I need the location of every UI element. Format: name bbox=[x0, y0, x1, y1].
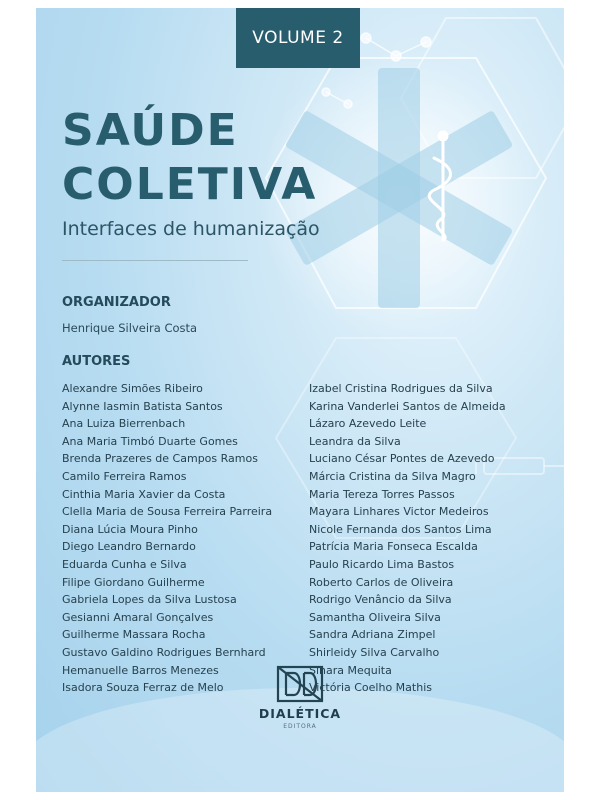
author-name: Alynne Iasmin Batista Santos bbox=[62, 399, 223, 413]
book-title bbox=[62, 104, 317, 212]
author-name: Brenda Prazeres de Campos Ramos bbox=[62, 452, 258, 466]
volume-badge: VOLUME 2 bbox=[236, 8, 360, 68]
author-name: Victória Coelho Mathis bbox=[309, 681, 432, 695]
organizer-name: Henrique Silveira Costa bbox=[62, 321, 198, 335]
author-name: Nicole Fernanda dos Santos Lima bbox=[309, 522, 492, 536]
book-subtitle: Interfaces de humanização bbox=[62, 218, 320, 240]
authors-column-1 bbox=[62, 380, 272, 697]
authors-label: AUTORES bbox=[62, 354, 131, 369]
author-name: Gesianni Amaral Gonçalves bbox=[62, 610, 214, 624]
divider bbox=[62, 260, 248, 261]
author-name: Paulo Ricardo Lima Bastos bbox=[309, 557, 455, 571]
author-name: Márcia Cristina da Silva Magro bbox=[309, 469, 476, 483]
author-name: Leandra da Silva bbox=[309, 434, 401, 448]
author-name: Izabel Cristina Rodrigues da Silva bbox=[309, 382, 493, 395]
author-name: Cinthia Maria Xavier da Costa bbox=[62, 487, 226, 501]
author-name: Gustavo Galdino Rodrigues Bernhard bbox=[62, 645, 266, 659]
title-line-1: SAÚDE bbox=[62, 105, 239, 156]
author-name: Rodrigo Venâncio da Silva bbox=[309, 593, 452, 607]
book-cover bbox=[36, 8, 564, 792]
dialetica-logo-icon bbox=[252, 664, 348, 706]
author-name: Karina Vanderlei Santos de Almeida bbox=[309, 399, 506, 413]
publisher-subtitle: EDITORA bbox=[283, 723, 317, 730]
authors-column-2 bbox=[309, 380, 506, 697]
author-name: Diego Leandro Bernardo bbox=[62, 540, 196, 554]
publisher-logo bbox=[252, 664, 348, 746]
author-name: Mayara Linhares Victor Medeiros bbox=[309, 505, 489, 519]
author-name: Clella Maria de Sousa Ferreira Parreira bbox=[62, 505, 273, 519]
author-name: Alexandre Simões Ribeiro bbox=[62, 382, 203, 395]
author-name: Ana Luiza Bierrenbach bbox=[62, 417, 186, 431]
author-name: Gabriela Lopes da Silva Lustosa bbox=[62, 593, 237, 607]
author-name: Luciano César Pontes de Azevedo bbox=[309, 452, 495, 466]
author-name: Patrícia Maria Fonseca Escalda bbox=[309, 540, 478, 554]
author-name: Sandra Adriana Zimpel bbox=[309, 628, 436, 642]
author-name: Ana Maria Timbó Duarte Gomes bbox=[62, 434, 238, 448]
author-name: Samantha Oliveira Silva bbox=[309, 610, 441, 624]
author-name: Isadora Souza Ferraz de Melo bbox=[62, 681, 224, 695]
author-name: Camilo Ferreira Ramos bbox=[62, 469, 187, 483]
author-name: Roberto Carlos de Oliveira bbox=[309, 575, 454, 589]
organizer-label: ORGANIZADOR bbox=[62, 295, 171, 310]
author-name: Sinara Mequita bbox=[309, 663, 392, 677]
title-line-2: COLETIVA bbox=[62, 159, 318, 210]
author-name: Lázaro Azevedo Leite bbox=[309, 417, 427, 431]
author-name: Guilherme Massara Rocha bbox=[62, 628, 206, 642]
author-name: Shirleidy Silva Carvalho bbox=[309, 645, 440, 659]
author-name: Hemanuelle Barros Menezes bbox=[62, 663, 219, 677]
author-name: Diana Lúcia Moura Pinho bbox=[62, 522, 198, 536]
author-name: Maria Tereza Torres Passos bbox=[309, 487, 455, 501]
author-name: Filipe Giordano Guilherme bbox=[62, 575, 205, 589]
author-name: Eduarda Cunha e Silva bbox=[62, 557, 187, 571]
publisher-name: DIALÉTICA bbox=[258, 706, 342, 721]
